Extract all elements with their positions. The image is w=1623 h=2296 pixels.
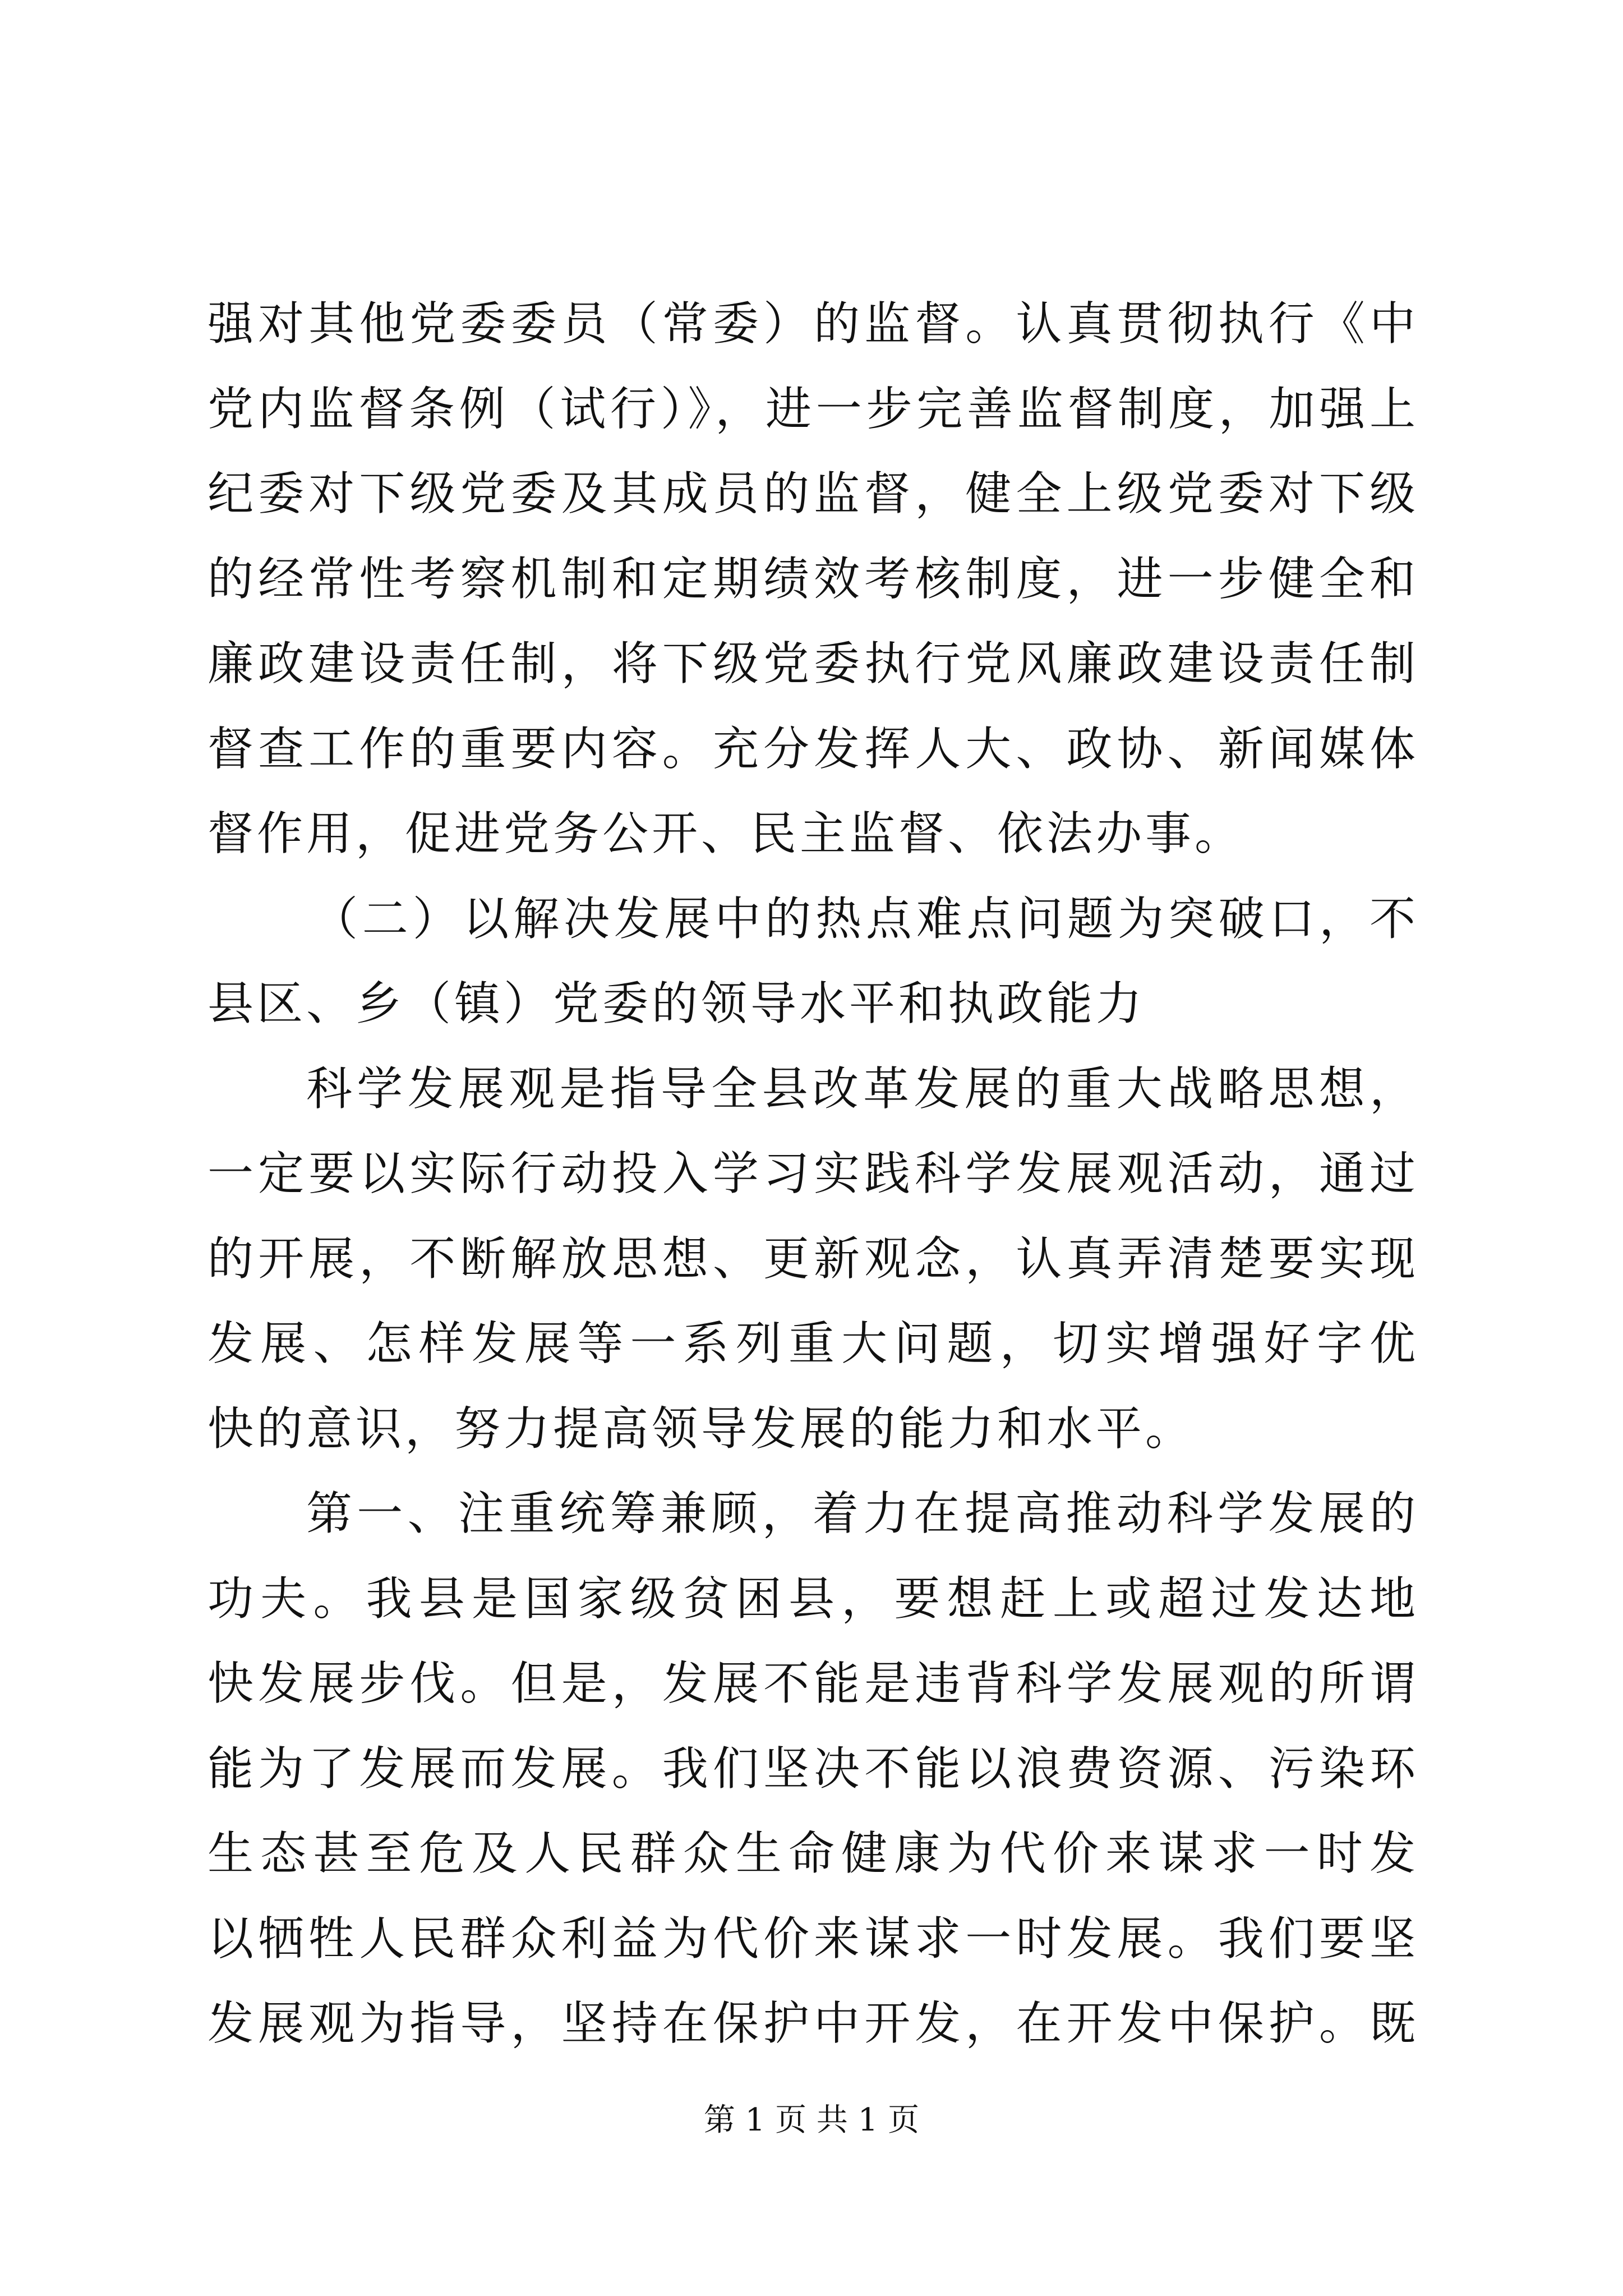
text-line: 的经常性考察机制和定期绩效考核制度，进一步健全和 — [208, 552, 1419, 606]
text-line: 的开展，不断解放思想、更新观念，认真弄清楚要实现 — [208, 1232, 1419, 1286]
text-line: 发展观为指导，坚持在保护中开发，在开发中保护。既 — [208, 1997, 1419, 2050]
document-body — [208, 282, 1419, 2067]
text-line: 强对其他党委委员（常委）的监督。认真贯彻执行《中 — [208, 297, 1419, 351]
section-heading-line: 县区、乡（镇）党委的领导水平和执政能力 — [208, 977, 1146, 1030]
text-line: 科学发展观是指导全县改革发展的重大战略思想， — [306, 1062, 1419, 1116]
text-line: 督作用，促进党务公开、民主监督、依法办事。 — [208, 807, 1244, 861]
page-footer — [0, 2098, 1623, 2143]
text-line: 快的意识，努力提高领导发展的能力和水平。 — [208, 1402, 1195, 1456]
text-line: 纪委对下级党委及其成员的监督，健全上级党委对下级 — [208, 467, 1419, 521]
text-line: 督查工作的重要内容。充分发挥人大、政协、新闻媒体 — [208, 722, 1419, 776]
text-line: 功夫。我县是国家级贫困县，要想赶上或超过发达地 — [208, 1572, 1419, 1626]
section-heading-line: （二）以解决发展中的热点难点问题为突破口，不 — [312, 892, 1419, 946]
text-line: 能为了发展而发展。我们坚决不能以浪费资源、污染环 — [208, 1742, 1419, 1796]
text-line: 生态甚至危及人民群众生命健康为代价来谋求一时发 — [208, 1827, 1419, 1880]
text-line: 第一、注重统筹兼顾，着力在提高推动科学发展的 — [306, 1487, 1419, 1540]
text-line: 发展、怎样发展等一系列重大问题，切实增强好字优 — [208, 1317, 1419, 1370]
text-line: 以牺牲人民群众利益为代价来谋求一时发展。我们要坚 — [208, 1912, 1419, 1966]
text-line: 快发展步伐。但是，发展不能是违背科学发展观的所谓 — [208, 1657, 1419, 1710]
text-line: 廉政建设责任制，将下级党委执行党风廉政建设责任制 — [208, 637, 1419, 691]
text-line: 一定要以实际行动投入学习实践科学发展观活动，通过 — [208, 1147, 1419, 1200]
page-number-label: 第 1 页 共 1 页 — [703, 2102, 920, 2138]
text-line: 党内监督条例（试行）》，进一步完善监督制度，加强上 — [208, 382, 1419, 436]
